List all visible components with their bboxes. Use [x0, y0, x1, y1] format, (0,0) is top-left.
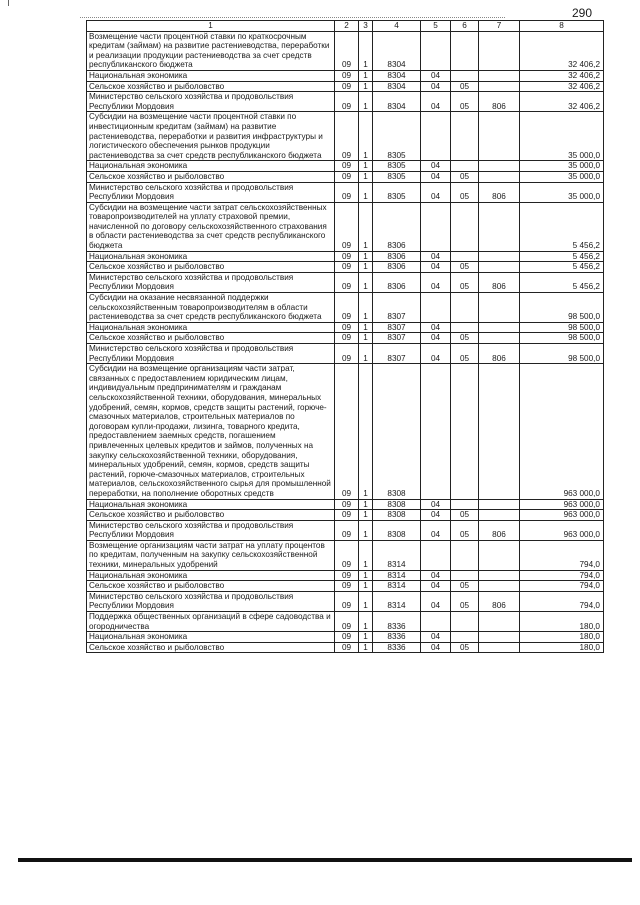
row-code-4: 8307 — [373, 344, 421, 364]
row-code-7 — [479, 499, 520, 510]
row-code-3: 1 — [359, 612, 373, 632]
row-amount: 5 456,2 — [520, 251, 604, 262]
row-code-6: 05 — [451, 591, 479, 611]
row-code-6 — [451, 570, 479, 581]
row-code-7: 806 — [479, 92, 520, 112]
row-amount: 5 456,2 — [520, 262, 604, 273]
row-code-2: 09 — [335, 581, 359, 592]
row-name: Сельское хозяйство и рыболовство — [87, 642, 335, 653]
row-code-2: 09 — [335, 293, 359, 323]
row-code-6 — [451, 612, 479, 632]
table-row — [87, 92, 604, 112]
table-row — [87, 293, 604, 323]
table-row — [87, 510, 604, 521]
row-code-2: 09 — [335, 262, 359, 273]
row-code-6 — [451, 322, 479, 333]
row-code-2: 09 — [335, 499, 359, 510]
row-code-5 — [421, 293, 451, 323]
row-code-6 — [451, 364, 479, 499]
row-code-7: 806 — [479, 182, 520, 202]
row-code-4: 8306 — [373, 272, 421, 292]
row-code-4: 8314 — [373, 540, 421, 570]
budget-table — [86, 20, 604, 653]
row-code-5: 04 — [421, 70, 451, 81]
row-code-7 — [479, 112, 520, 161]
row-amount: 180,0 — [520, 642, 604, 653]
row-name: Сельское хозяйство и рыболовство — [87, 581, 335, 592]
row-code-6: 05 — [451, 92, 479, 112]
row-name: Сельское хозяйство и рыболовство — [87, 333, 335, 344]
row-code-2: 09 — [335, 202, 359, 251]
table-row — [87, 333, 604, 344]
row-amount: 794,0 — [520, 540, 604, 570]
row-amount: 35 000,0 — [520, 161, 604, 172]
row-name: Национальная экономика — [87, 632, 335, 643]
header-cell: 7 — [479, 21, 520, 32]
row-code-2: 09 — [335, 251, 359, 262]
table-row — [87, 81, 604, 92]
row-code-3: 1 — [359, 344, 373, 364]
table-row — [87, 540, 604, 570]
row-code-7 — [479, 262, 520, 273]
row-code-5: 04 — [421, 510, 451, 521]
row-code-5: 04 — [421, 632, 451, 643]
row-name: Министерство сельского хозяйства и продовольствия Республики Мордовия — [87, 520, 335, 540]
row-code-3: 1 — [359, 322, 373, 333]
table-row — [87, 112, 604, 161]
table-row — [87, 344, 604, 364]
row-code-2: 09 — [335, 642, 359, 653]
row-amount: 35 000,0 — [520, 171, 604, 182]
row-code-6: 05 — [451, 81, 479, 92]
row-code-6: 05 — [451, 510, 479, 521]
row-code-3: 1 — [359, 171, 373, 182]
row-name: Сельское хозяйство и рыболовство — [87, 171, 335, 182]
row-code-4: 8304 — [373, 31, 421, 70]
row-code-5: 04 — [421, 333, 451, 344]
table-row — [87, 31, 604, 70]
row-code-7 — [479, 570, 520, 581]
table-row — [87, 202, 604, 251]
row-code-7 — [479, 251, 520, 262]
row-code-6: 05 — [451, 272, 479, 292]
row-code-2: 09 — [335, 182, 359, 202]
row-code-6 — [451, 540, 479, 570]
row-code-7 — [479, 293, 520, 323]
row-code-4: 8306 — [373, 251, 421, 262]
row-code-4: 8307 — [373, 322, 421, 333]
row-code-4: 8308 — [373, 364, 421, 499]
row-code-4: 8336 — [373, 642, 421, 653]
row-code-5: 04 — [421, 272, 451, 292]
row-code-3: 1 — [359, 540, 373, 570]
row-code-3: 1 — [359, 642, 373, 653]
row-amount: 98 500,0 — [520, 293, 604, 323]
row-name: Национальная экономика — [87, 251, 335, 262]
table-row — [87, 251, 604, 262]
row-code-3: 1 — [359, 251, 373, 262]
row-code-5: 04 — [421, 570, 451, 581]
row-code-3: 1 — [359, 161, 373, 172]
row-amount: 98 500,0 — [520, 344, 604, 364]
row-code-3: 1 — [359, 31, 373, 70]
row-code-2: 09 — [335, 272, 359, 292]
table-row — [87, 642, 604, 653]
row-amount: 180,0 — [520, 632, 604, 643]
row-code-2: 09 — [335, 333, 359, 344]
row-code-3: 1 — [359, 510, 373, 521]
row-amount: 32 406,2 — [520, 92, 604, 112]
header-cell: 1 — [87, 21, 335, 32]
row-amount: 963 000,0 — [520, 520, 604, 540]
row-code-6 — [451, 161, 479, 172]
row-code-2: 09 — [335, 591, 359, 611]
header-cell: 5 — [421, 21, 451, 32]
table-row — [87, 262, 604, 273]
row-amount: 35 000,0 — [520, 112, 604, 161]
row-code-6: 05 — [451, 171, 479, 182]
row-code-4: 8306 — [373, 202, 421, 251]
row-name: Субсидии на оказание несвязанной поддержки сельскохозяйственным товаропроизводителям в области растениеводства за счет средств республиканского бюджета — [87, 293, 335, 323]
row-name: Национальная экономика — [87, 161, 335, 172]
row-code-4: 8314 — [373, 570, 421, 581]
row-name: Сельское хозяйство и рыболовство — [87, 262, 335, 273]
row-code-7 — [479, 161, 520, 172]
table-row — [87, 171, 604, 182]
row-name: Возмещение организациям части затрат на уплату процентов по кредитам, полученным на закупку сельскохозяйственной техники, минеральных удобрений — [87, 540, 335, 570]
row-amount: 794,0 — [520, 591, 604, 611]
row-code-3: 1 — [359, 293, 373, 323]
table-row — [87, 581, 604, 592]
row-code-6 — [451, 293, 479, 323]
row-code-6: 05 — [451, 262, 479, 273]
row-code-2: 09 — [335, 344, 359, 364]
row-code-5 — [421, 112, 451, 161]
row-code-7 — [479, 31, 520, 70]
row-code-7 — [479, 202, 520, 251]
row-code-4: 8308 — [373, 520, 421, 540]
top-rule — [80, 17, 505, 18]
row-code-7 — [479, 540, 520, 570]
header-row — [87, 21, 604, 32]
row-name: Министерство сельского хозяйства и продовольствия Республики Мордовия — [87, 182, 335, 202]
row-code-7 — [479, 642, 520, 653]
row-code-3: 1 — [359, 70, 373, 81]
row-name: Субсидии на возмещение организациям части затрат, связанных с предоставлением юридическим лицам, индивидуальным предпринимателям и гражданам сельскохозяйственной техники, оборудования, минеральных удобрений, семян, кормов, средств защиты растений, горюче-смазочных материалов, строительных материалов по договорам купли-продажи, лизинга, товарного кредита, предоставлением заемных средств, погашением привлеченных целевых кредитов и займов, полученных на закупку сельскохозяйственной техники, оборудования, минеральных удобрений, семян, кормов, средств защиты растений, горюче-смазочных материалов, строительных материалов, сельскохозяйственного сырья для промышленной переработки, на пополнение оборотных средств — [87, 364, 335, 499]
row-name: Национальная экономика — [87, 70, 335, 81]
row-code-7 — [479, 81, 520, 92]
row-code-2: 09 — [335, 322, 359, 333]
row-amount: 98 500,0 — [520, 322, 604, 333]
row-code-5: 04 — [421, 642, 451, 653]
row-code-5: 04 — [421, 81, 451, 92]
row-name: Сельское хозяйство и рыболовство — [87, 81, 335, 92]
row-name: Возмещение части процентной ставки по краткосрочным кредитам (займам) на развитие растениеводства, переработки и реализации продукции растениеводства за счет средств республиканского бюджета — [87, 31, 335, 70]
row-code-4: 8305 — [373, 171, 421, 182]
table-row — [87, 591, 604, 611]
row-code-6 — [451, 632, 479, 643]
row-code-2: 09 — [335, 31, 359, 70]
row-code-7 — [479, 612, 520, 632]
header-cell: 8 — [520, 21, 604, 32]
row-code-6 — [451, 251, 479, 262]
row-name: Национальная экономика — [87, 570, 335, 581]
row-code-4: 8304 — [373, 70, 421, 81]
row-name: Сельское хозяйство и рыболовство — [87, 510, 335, 521]
row-code-6: 05 — [451, 520, 479, 540]
row-code-3: 1 — [359, 499, 373, 510]
row-code-5: 04 — [421, 581, 451, 592]
row-code-4: 8304 — [373, 81, 421, 92]
row-code-5: 04 — [421, 161, 451, 172]
row-name: Министерство сельского хозяйства и продовольствия Республики Мордовия — [87, 272, 335, 292]
row-code-6: 05 — [451, 581, 479, 592]
table-row — [87, 182, 604, 202]
row-code-3: 1 — [359, 92, 373, 112]
row-code-6: 05 — [451, 182, 479, 202]
row-code-4: 8306 — [373, 262, 421, 273]
table-row — [87, 520, 604, 540]
row-code-3: 1 — [359, 581, 373, 592]
row-amount: 180,0 — [520, 612, 604, 632]
table-row — [87, 632, 604, 643]
row-code-6 — [451, 499, 479, 510]
row-code-7: 806 — [479, 520, 520, 540]
row-code-3: 1 — [359, 520, 373, 540]
row-code-5 — [421, 202, 451, 251]
scan-mark — [8, 0, 9, 6]
row-amount: 98 500,0 — [520, 333, 604, 344]
row-code-6 — [451, 202, 479, 251]
row-code-5: 04 — [421, 262, 451, 273]
row-code-7 — [479, 632, 520, 643]
row-code-5 — [421, 540, 451, 570]
row-code-2: 09 — [335, 632, 359, 643]
row-code-2: 09 — [335, 92, 359, 112]
table-row — [87, 364, 604, 499]
row-code-6: 05 — [451, 333, 479, 344]
row-name: Национальная экономика — [87, 499, 335, 510]
row-code-5 — [421, 612, 451, 632]
table-row — [87, 161, 604, 172]
row-name: Субсидии на возмещение части процентной ставки по инвестиционным кредитам (займам) на развитие растениеводства, переработки и развития инфраструктуры и логистического обеспечения рынков продукции растениеводства за счет средств республиканского бюджета — [87, 112, 335, 161]
row-amount: 963 000,0 — [520, 364, 604, 499]
row-code-3: 1 — [359, 112, 373, 161]
row-code-4: 8336 — [373, 632, 421, 643]
table-row — [87, 499, 604, 510]
row-amount: 32 406,2 — [520, 31, 604, 70]
row-code-7 — [479, 333, 520, 344]
row-code-7: 806 — [479, 272, 520, 292]
row-name: Министерство сельского хозяйства и продовольствия Республики Мордовия — [87, 344, 335, 364]
row-code-3: 1 — [359, 81, 373, 92]
row-amount: 963 000,0 — [520, 510, 604, 521]
row-amount: 32 406,2 — [520, 70, 604, 81]
row-code-3: 1 — [359, 272, 373, 292]
row-code-2: 09 — [335, 161, 359, 172]
row-code-2: 09 — [335, 70, 359, 81]
table-row — [87, 570, 604, 581]
row-name: Поддержка общественных организаций в сфере садоводства и огородничества — [87, 612, 335, 632]
row-code-3: 1 — [359, 262, 373, 273]
row-code-4: 8305 — [373, 112, 421, 161]
row-code-7: 806 — [479, 591, 520, 611]
row-code-4: 8305 — [373, 161, 421, 172]
bottom-rule — [18, 858, 632, 862]
table-body — [87, 31, 604, 653]
row-code-2: 09 — [335, 171, 359, 182]
header-cell: 6 — [451, 21, 479, 32]
row-code-2: 09 — [335, 540, 359, 570]
row-code-5: 04 — [421, 591, 451, 611]
row-code-5: 04 — [421, 92, 451, 112]
row-code-6 — [451, 31, 479, 70]
row-code-5: 04 — [421, 171, 451, 182]
row-code-7: 806 — [479, 344, 520, 364]
row-code-3: 1 — [359, 182, 373, 202]
row-code-5: 04 — [421, 182, 451, 202]
row-code-5 — [421, 31, 451, 70]
row-code-3: 1 — [359, 202, 373, 251]
row-code-5: 04 — [421, 520, 451, 540]
row-code-2: 09 — [335, 520, 359, 540]
row-name: Субсидии на возмещение части затрат сельскохозяйственных товаропроизводителей на уплату страховой премии, начисленной по договору сельскохозяйственного страхования в области растениеводства за счет средств республиканского бюджета — [87, 202, 335, 251]
page-number: 290 — [572, 6, 593, 20]
row-code-4: 8307 — [373, 293, 421, 323]
row-code-2: 09 — [335, 81, 359, 92]
row-amount: 5 456,2 — [520, 272, 604, 292]
row-name: Министерство сельского хозяйства и продовольствия Республики Мордовия — [87, 92, 335, 112]
row-code-5: 04 — [421, 322, 451, 333]
row-amount: 794,0 — [520, 581, 604, 592]
table-row — [87, 70, 604, 81]
row-code-4: 8307 — [373, 333, 421, 344]
row-code-7 — [479, 322, 520, 333]
row-code-3: 1 — [359, 570, 373, 581]
row-amount: 963 000,0 — [520, 499, 604, 510]
row-code-5: 04 — [421, 344, 451, 364]
row-name: Министерство сельского хозяйства и продовольствия Республики Мордовия — [87, 591, 335, 611]
row-code-7 — [479, 581, 520, 592]
row-code-7 — [479, 70, 520, 81]
row-code-5: 04 — [421, 251, 451, 262]
row-code-4: 8305 — [373, 182, 421, 202]
row-code-7 — [479, 364, 520, 499]
row-code-5: 04 — [421, 499, 451, 510]
header-cell: 3 — [359, 21, 373, 32]
row-code-7 — [479, 510, 520, 521]
header-cell: 4 — [373, 21, 421, 32]
row-code-3: 1 — [359, 364, 373, 499]
row-code-6 — [451, 112, 479, 161]
row-code-7 — [479, 171, 520, 182]
row-code-6: 05 — [451, 642, 479, 653]
row-code-2: 09 — [335, 612, 359, 632]
row-code-2: 09 — [335, 510, 359, 521]
row-code-4: 8308 — [373, 499, 421, 510]
row-code-4: 8336 — [373, 612, 421, 632]
row-name: Национальная экономика — [87, 322, 335, 333]
row-code-5 — [421, 364, 451, 499]
row-amount: 5 456,2 — [520, 202, 604, 251]
row-code-2: 09 — [335, 364, 359, 499]
row-amount: 35 000,0 — [520, 182, 604, 202]
row-amount: 32 406,2 — [520, 81, 604, 92]
row-amount: 794,0 — [520, 570, 604, 581]
row-code-4: 8314 — [373, 591, 421, 611]
row-code-4: 8304 — [373, 92, 421, 112]
row-code-6: 05 — [451, 344, 479, 364]
row-code-4: 8308 — [373, 510, 421, 521]
row-code-3: 1 — [359, 591, 373, 611]
header-cell: 2 — [335, 21, 359, 32]
row-code-3: 1 — [359, 333, 373, 344]
table-row — [87, 322, 604, 333]
row-code-2: 09 — [335, 570, 359, 581]
table-row — [87, 272, 604, 292]
row-code-4: 8314 — [373, 581, 421, 592]
row-code-2: 09 — [335, 112, 359, 161]
row-code-6 — [451, 70, 479, 81]
row-code-3: 1 — [359, 632, 373, 643]
table-row — [87, 612, 604, 632]
